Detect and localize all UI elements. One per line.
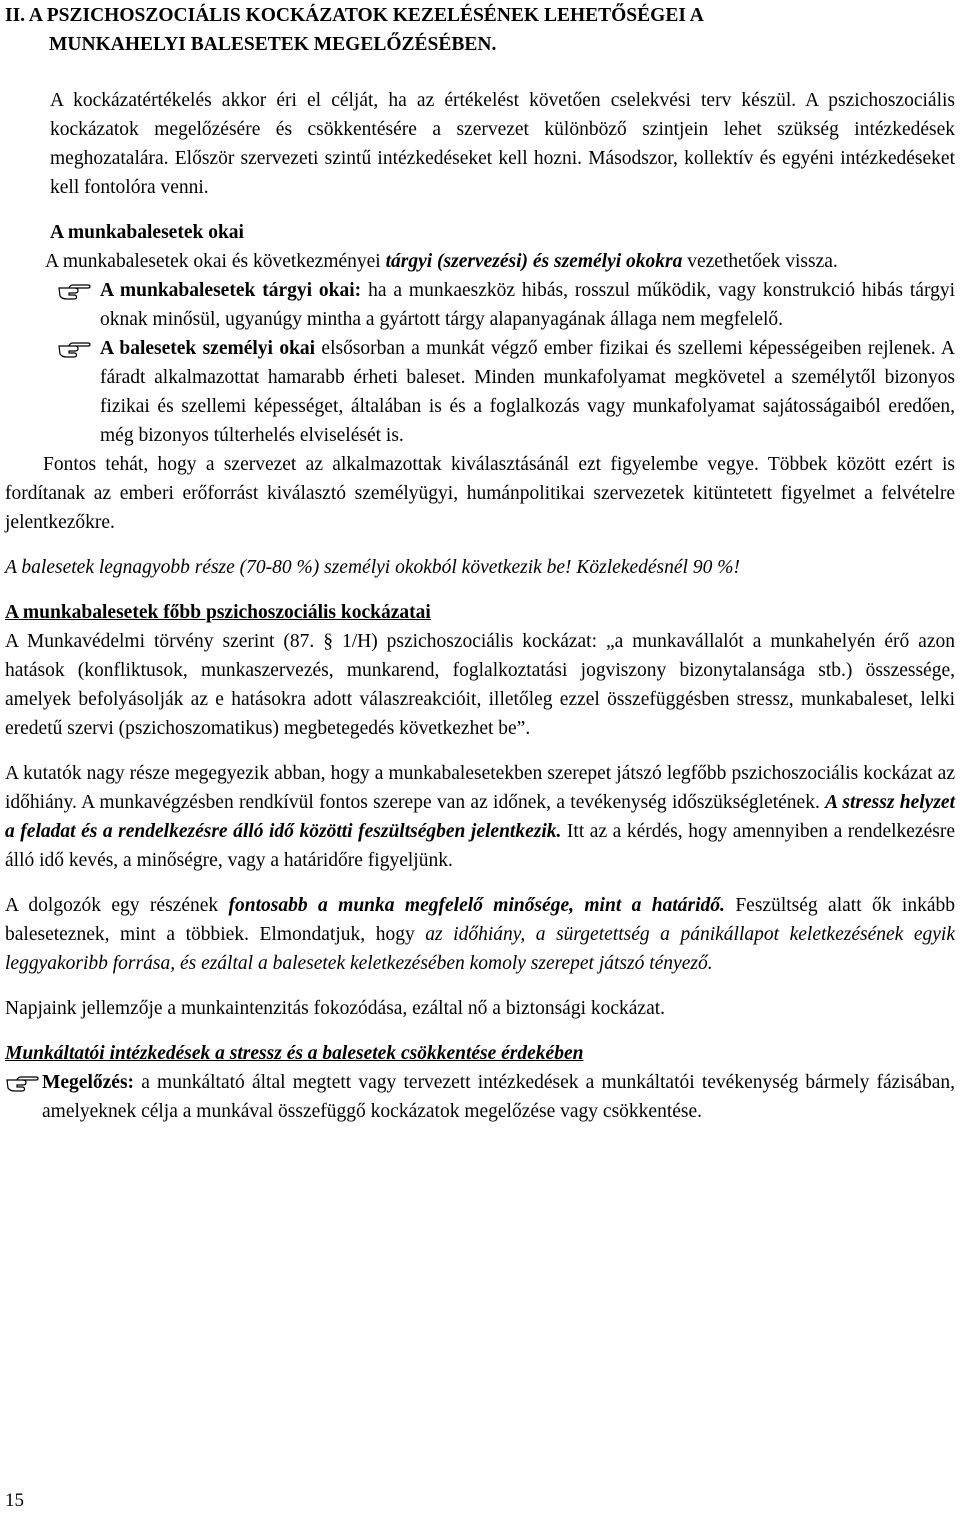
personal-causes-label: A balesetek személyi okai [100,338,316,359]
research-b: A stressz helyzet a feladat és a rendelkezésre álló idő közötti feszültségben jelentkezik. [5,792,955,842]
prevention-body: a munkáltató által megtett vagy tervezett intézkedések a munkáltatói tevékenység bármely fázisában, amelyeknek célja a munkával összefüggő kockázatok megelőzése vagy csökkentése. [42,1072,955,1122]
workers-c: Feszültség alatt ők inkább baleseteznek, mint a többiek. Elmondatjuk, hogy [5,895,955,945]
workers-d: az időhiány, a sürgetettség a pánikállapot keletkezésének egyik leggyakoribb forrása, és ezáltal a balesetek keletkezésében komoly szerepet játszó tényező. [5,924,955,974]
risks-title: A munkabalesetek főbb pszichoszociális kockázatai [5,602,431,623]
causes-lead [5,247,955,276]
causes-lead-a: A munkabalesetek okai és következményei [45,251,386,272]
list-item-objective-causes [5,276,955,334]
causes-title: A munkabalesetek okai [50,222,244,243]
accident-statistics-note: A balesetek legnagyobb része (70-80 %) személyi okokból következik be! Közlekedésnél 90 %! [5,557,740,578]
personal-causes-text [100,334,955,450]
prevention-text [42,1068,955,1126]
risks-paragraph: A Munkavédelmi törvény szerint (87. § 1/H) pszichoszociális kockázat: „a munkavállalót a munkahelyén érő azon hatások (konfliktusok, munkaszervezés, munkarend, foglalkoztatási jogviszony bizonytalansága stb.) összessége, amelyek befolyásolják az e hatásokra adott válaszreakcióit, illetőleg ezzel összefüggésben stressz, munkabaleset, lelki eredetű szervi (pszichoszomatikus) megbetegedés következhet be”. [5,631,955,739]
research-a: A kutatók nagy része megegyezik abban, hogy a munkabalesetekben szerepet játszó legfőbb pszichoszociális kockázat az időhiány. A munkavégzésben rendkívül fontos szerepe van az időnek, a tevékenység időszükségletének. [5,763,955,813]
list-item-personal-causes [5,334,955,450]
intro-paragraph: A kockázatértékelés akkor éri el célját, ha az értékelést követően cselekvési terv készül. A pszichoszociális kockázatok megelőzésére és csökkentésére a szervezet különböző szintjein lehet szükség intézkedések meghozatalára. Először szervezeti szintű intézkedéseket kell hozni. Másodszor, kollektív és egyéni intézkedéseket kell fontolóra venni. [50,90,955,198]
workers-paragraph [5,891,955,978]
pointing-hand-icon [57,276,91,305]
workers-b: fontosabb a munka megfelelő minősége, mint a határidő. [228,895,725,916]
causes-lead-c: vezethetőek vissza. [682,251,838,272]
section-heading [5,1,955,59]
heading-line-2: MUNKAHELYI BALESETEK MEGELŐZÉSÉBEN. [49,34,497,55]
heading-line-1: II. A PSZICHOSZOCIÁLIS KOCKÁZATOK KEZELÉSÉNEK LEHETŐSÉGEI A [5,5,704,26]
pointing-hand-icon [5,1068,39,1097]
research-paragraph [5,759,955,875]
research-c: Itt az a kérdés, hogy amennyiben a rendelkezésre álló idő kevés, a minőségre, vagy a határidőre figyeljünk. [5,821,955,871]
document-page [5,0,955,1126]
workers-a: A dolgozók egy részének [5,895,229,916]
objective-causes-body: ha a munkaeszköz hibás, rosszul működik, vagy konstrukció hibás tárgyi oknak minősül, ugyanúgy mintha a gyártott tárgy alapanyagának állaga nem megfelelő. [100,280,956,330]
today-paragraph: Napjaink jellemzője a munkaintenzitás fokozódása, ezáltal nő a biztonsági kockázat. [5,998,666,1019]
measures-title: Munkáltatói intézkedések a stressz és a balesetek csökkentése érdekében [5,1043,584,1064]
pointing-hand-icon [57,334,91,363]
objective-causes-text [100,276,955,334]
page-number: 15 [5,1490,24,1511]
prevention-label: Megelőzés: [42,1072,135,1093]
personal-causes-body: elsősorban a munkát végző ember fizikai és szellemi képességeiben rejlenek. A fáradt alkalmazottat hamarabb érheti baleset. Minden munkafolyamat megkövetel a személytől bizonyos fizikai és szellemi képességet, általában is és a foglalkozás vagy munkafolyamat sajátosságaiból eredően, még bizonyos túlterhelés elviselését is. [100,338,955,446]
objective-causes-label: A munkabalesetek tárgyi okai: [100,280,362,301]
selection-paragraph: Fontos tehát, hogy a szervezet az alkalmazottak kiválasztásánál ezt figyelembe vegye. Többek között ezért is fordítanak az emberi erőforrást kiválasztó személyügyi, humánpolitikai szervezetek kitüntetett figyelmet a felvételre jelentkezőkre. [5,454,955,533]
list-item-prevention [5,1068,955,1126]
causes-lead-b: tárgyi (szervezési) és személyi okokra [385,251,683,272]
